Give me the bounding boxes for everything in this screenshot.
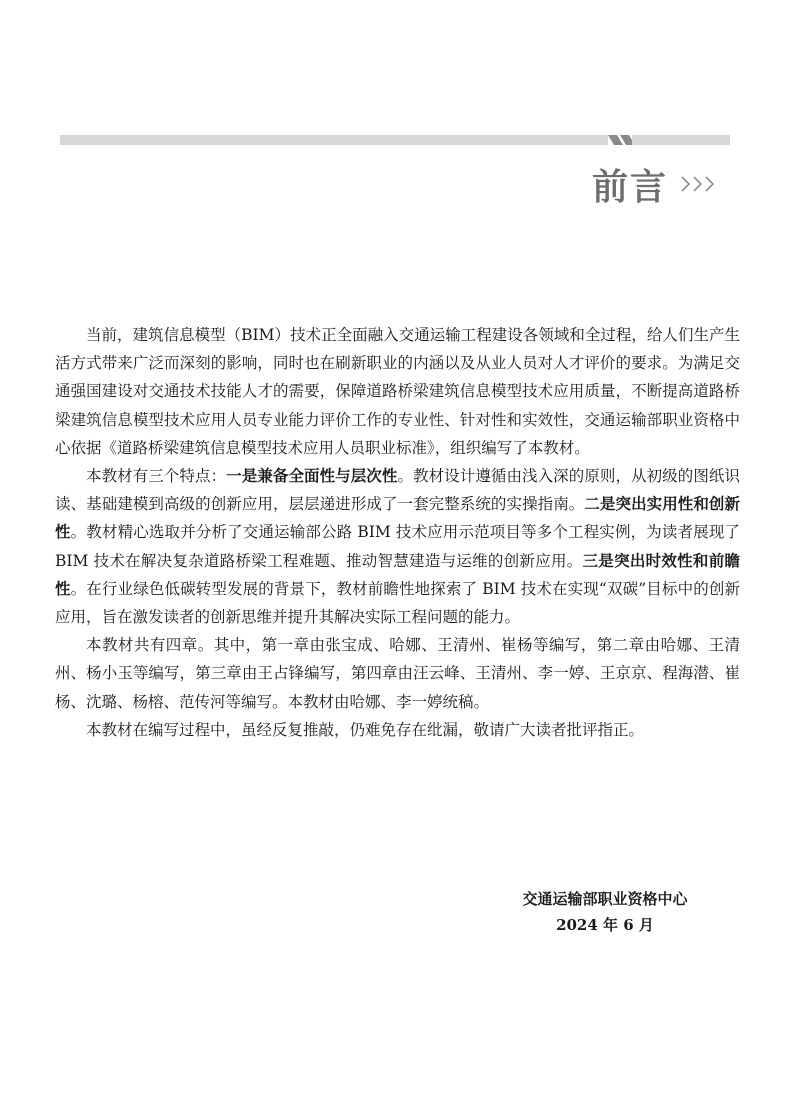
features-text-4: 。在行业绿色低碳转型发展的背景下，教材前瞻性地探索了 BIM 技术在实现“双碳”目标中的创新应用，旨在激发读者的创新思维并提升其解决实际工程问题的能力。 — [55, 579, 740, 627]
paragraph-intro: 当前，建筑信息模型（BIM）技术正全面融入交通运输工程建设各领域和全过程，给人们生产生活方式带来广泛而深刻的影响，同时也在刷新职业的内涵以及从业人员对人才评价的要求。为满足交通强国建设对交通技术技能人才的需要，保障道路桥梁建筑信息模型技术应用质量，不断提高道路桥梁建筑信息模型技术应用人员专业能力评价工作的专业性、针对性和实效性，交通运输部职业资格中心依据《道路桥梁建筑信息模型技术应用人员职业标准》，组织编写了本教材。 — [55, 326, 740, 457]
feature-2-highlight: 二是突出实用性和创新性 — [55, 495, 740, 542]
paragraph-closing: 本教材在编写过程中，虽经反复推敲，仍难免存在纰漏，敬请广大读者批评指正。 — [86, 720, 645, 739]
title-row — [592, 160, 718, 208]
paragraph-authors: 本教材共有四章。其中，第一章由张宝成、哈娜、王清州、崔杨等编写，第二章由哈娜、王清州、杨小玉等编写，第三章由王占锋编写，第四章由汪云峰、王清州、李一婷、王京京、程海潜、崔杨、沈璐、杨榕、范传河等编写。本教材由哈娜、李一婷统稿。 — [55, 636, 740, 711]
signature — [500, 886, 710, 938]
signature-date: 2024 年 6 月 — [556, 916, 654, 934]
features-text-3: 。教材精心选取并分析了交通运输部公路 BIM 技术应用示范项目等多个工程实例，为读者展现了 BIM 技术在解决复杂道路桥梁工程难题、推动智慧建造与运维的创新应用。 — [55, 523, 740, 570]
feature-3-highlight: 三是突出时效性和前瞻性 — [55, 551, 740, 598]
signature-org: 交通运输部职业资格中心 — [522, 890, 688, 908]
preface-body — [55, 321, 740, 744]
features-text-2: 。教材设计遵循由浅入深的原则，从初级的图纸识读、基础建模到高级的创新应用，层层递进形成了一套完整系统的实操指南。 — [55, 467, 740, 514]
header-bar — [60, 135, 730, 145]
triple-chevron-right-icon — [680, 174, 718, 194]
paragraph-features — [55, 462, 740, 631]
features-text-1: 本教材有三个特点： — [86, 467, 227, 486]
page-title: 前言 — [591, 166, 668, 208]
feature-1-highlight: 一是兼备全面性与层次性 — [226, 467, 398, 486]
